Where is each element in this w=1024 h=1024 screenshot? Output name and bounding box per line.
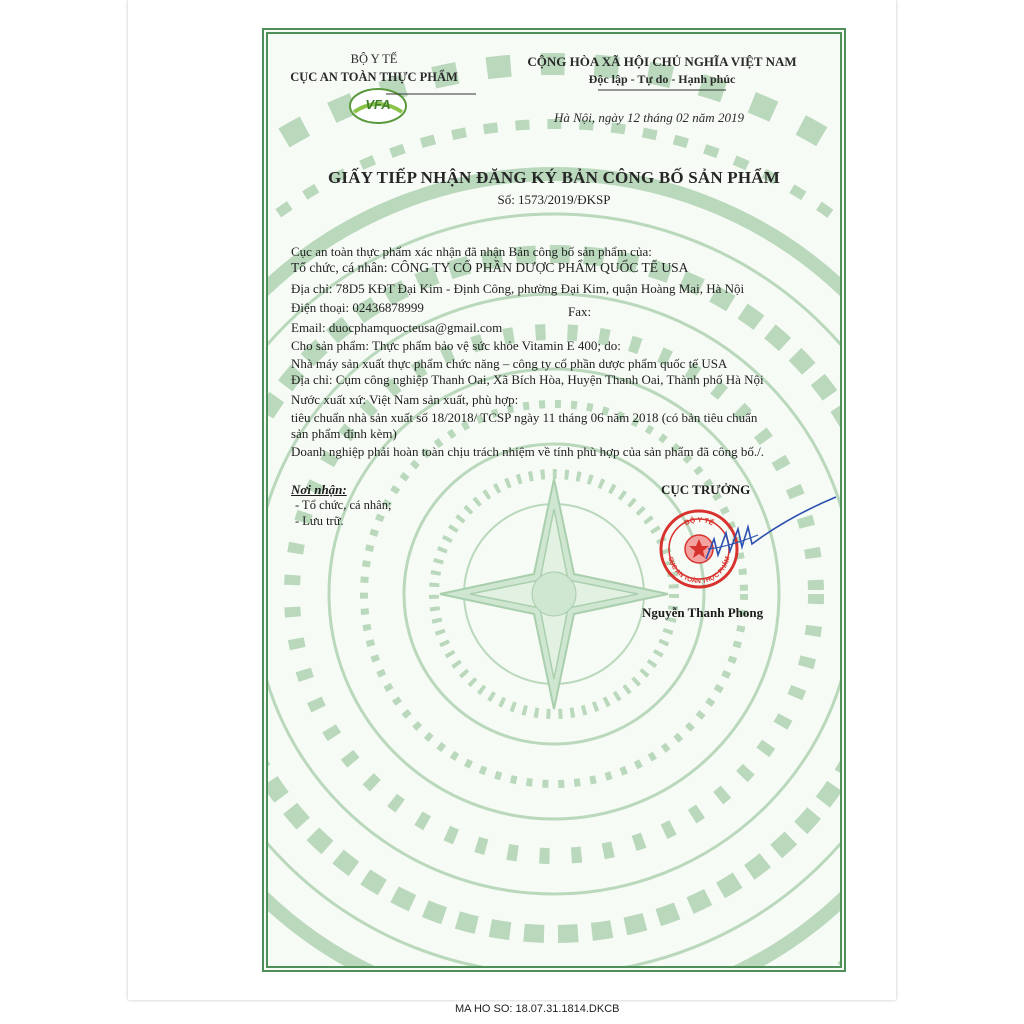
responsibility-line: Doanh nghiệp phải hoàn toàn chịu trách nhiệm về tính phù hợp của sản phẩm đã công bố./. xyxy=(291,444,764,459)
certificate-title: GIẤY TIẾP NHẬN ĐĂNG KÝ BẢN CÔNG BỐ SẢN PHẨM xyxy=(327,168,781,187)
fax-line: Fax: xyxy=(568,304,592,319)
file-code: MA HO SO: 18.07.31.1814.DKCB xyxy=(455,1003,620,1015)
email-line: Email: duocphamquocteusa@gmail.com xyxy=(291,320,503,335)
department-name: CỤC AN TOÀN THỰC PHẨM xyxy=(290,70,458,84)
phone-line: Điện thoại: 02436878999 xyxy=(291,300,424,315)
document-number: Số: 1573/2019/ĐKSP xyxy=(497,192,611,207)
motto-underline xyxy=(598,88,726,92)
header-underline xyxy=(386,92,476,96)
factory-line: Nhà máy sản xuất thực phẩm chức năng – công ty cổ phần dược phẩm quốc tế USA xyxy=(291,356,728,371)
certificate-frame xyxy=(262,28,846,972)
country-name: CỘNG HÒA XÃ HỘI CHỦ NGHĨA VIỆT NAM xyxy=(527,54,797,69)
recipient-item: - Tổ chức, cá nhân; xyxy=(295,498,392,512)
seal-top-text: BỘ Y TẾ xyxy=(683,516,715,528)
signer-name: Nguyễn Thanh Phong xyxy=(642,605,764,620)
national-motto: Độc lập - Tự do - Hạnh phúc xyxy=(588,72,736,86)
organization-line: Tổ chức, cá nhân: CÔNG TY CỔ PHẦN DƯỢC PHẨM QUỐC TẾ USA xyxy=(291,260,689,275)
recipient-item: - Lưu trữ. xyxy=(295,514,344,528)
address-line: Địa chỉ: 78D5 KĐT Đại Kim - Định Công, phường Đại Kim, quận Hoàng Mai, Hà Nội xyxy=(291,281,745,296)
ministry-name: BỘ Y TẾ xyxy=(350,52,398,66)
intro-text: Cục an toàn thực phẩm xác nhận đã nhận Bản công bố sản phẩm của: xyxy=(291,244,652,259)
date-line: Hà Nội, ngày 12 tháng 02 năm 2019 xyxy=(554,110,744,125)
recipients-title: Nơi nhận: xyxy=(291,482,347,497)
standard-line-1: tiêu chuẩn nhà sản xuất số 18/2018/ TCSP ngày 11 tháng 06 năm 2018 (có bản tiêu chuẩn xyxy=(291,410,758,425)
standard-line-2: sản phẩm đính kèm) xyxy=(291,426,397,441)
product-line: Cho sản phẩm: Thực phẩm bảo vệ sức khỏe Vitamin E 400; do: xyxy=(291,338,621,353)
signer-position: CỤC TRƯỞNG xyxy=(661,482,751,497)
logo-text: VFA xyxy=(365,97,391,112)
handwritten-signature xyxy=(688,489,838,579)
factory-address-line: Địa chỉ: Cụm công nghiệp Thanh Oai, Xã Bích Hòa, Huyện Thanh Oai, Thành phố Hà Nội xyxy=(291,372,764,387)
seal-bottom-text: CỤC AN TOÀN THỰC PHẨM xyxy=(666,555,732,586)
origin-line: Nước xuất xứ: Việt Nam sản xuất, phù hợp: xyxy=(291,392,519,407)
